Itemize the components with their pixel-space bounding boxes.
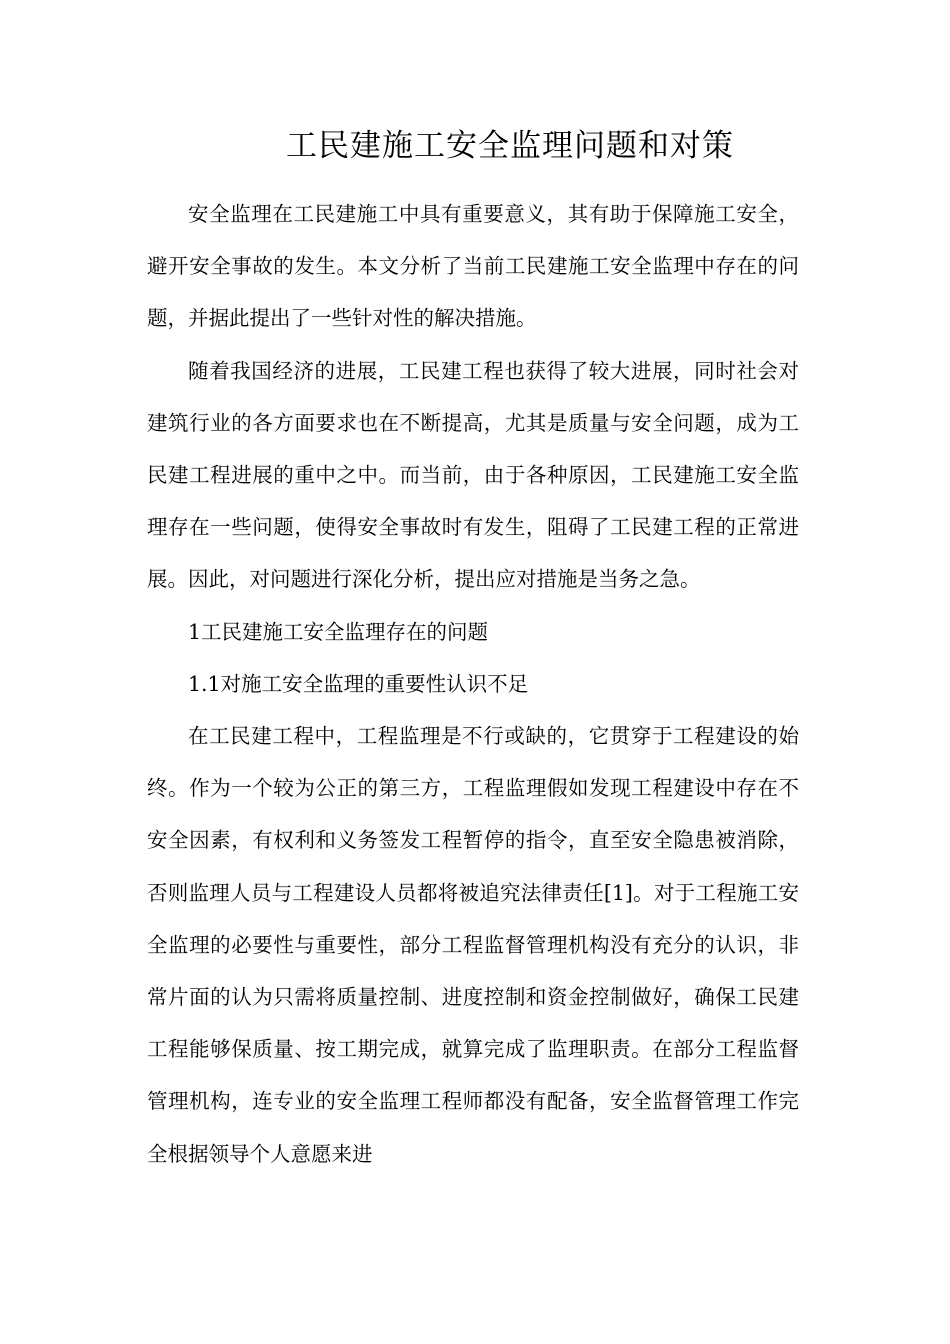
paragraph-introduction: 随着我国经济的进展，工民建工程也获得了较大进展，同时社会对建筑行业的各方面要求也在不断提高，尤其是质量与安全问题，成为工民建工程进展的重中之中。而当前，由于各种原因，工民建施工安全监理存在一些问题，使得安全事故时有发生，阻碍了工民建工程的正常进展。因此，对问题进行深化分析，提出应对措施是当务之急。 [147, 358, 799, 592]
paragraph-section-1-1: 在工民建工程中，工程监理是不行或缺的，它贯穿于工程建设的始终。作为一个较为公正的第三方，工程监理假如发现工程建设中存在不安全因素，有权利和义务签发工程暂停的指令，直至安全隐患被消除，否则监理人员与工程建设人员都将被追究法律责任[1]。对于工程施工安全监理的必要性与重要性，部分工程监督管理机构没有充分的认识，非常片面的认为只需将质量控制、进度控制和资金控制做好，确保工民建工程能够保质量、按工期完成，就算完成了监理职责。在部分工程监督管理机构，连专业的安全监理工程师都没有配备，安全监督管理工作完全根据领导个人意愿来进 [147, 724, 799, 1166]
paragraph-abstract: 安全监理在工民建施工中具有重要意义，其有助于保障施工安全，避开安全事故的发生。本文分析了当前工民建施工安全监理中存在的问题，并据此提出了一些针对性的解决措施。 [147, 202, 799, 331]
document-title: 工民建施工安全监理问题和对策 [286, 128, 734, 164]
section-heading-1-1: 1.1对施工安全监理的重要性认识不足 [188, 671, 529, 696]
document-body [147, 188, 799, 1180]
section-heading-1: 1工民建施工安全监理存在的问题 [188, 619, 489, 644]
